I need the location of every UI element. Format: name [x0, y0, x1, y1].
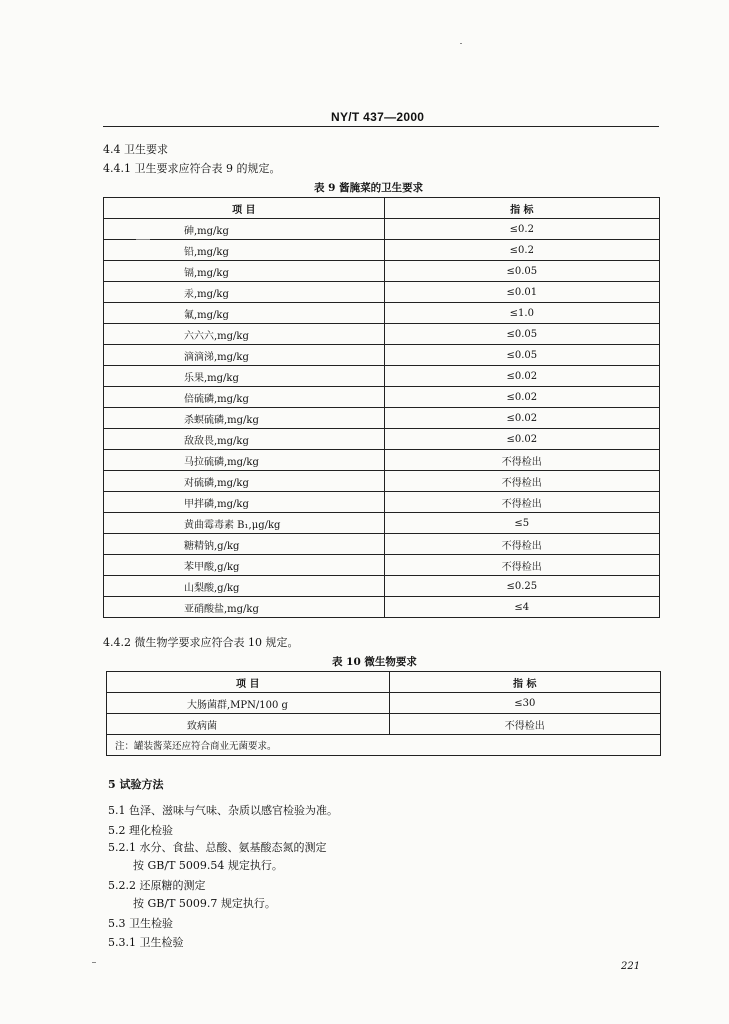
table9-item-cell — [104, 555, 385, 576]
table9-value-cell: 不得检出 — [384, 471, 659, 492]
table10-item-text: 大肠菌群,MPN/100 g — [187, 699, 288, 711]
table10-item-cell — [107, 714, 390, 735]
table9-item-text: 苯甲酸,g/kg — [184, 561, 240, 573]
table9-value-cell: ≤0.02 — [384, 366, 659, 387]
table9-item-cell — [104, 471, 385, 492]
section-5-line: 5.2.2 还原糖的测定 — [108, 879, 206, 892]
section-5-line: 按 GB/T 5009.54 规定执行。 — [133, 859, 283, 872]
table10-note-row — [107, 735, 661, 756]
table9-value-cell: ≤0.2 — [384, 219, 659, 240]
table9-item-text: 杀螟硫磷,mg/kg — [184, 414, 259, 426]
table9-item-text: 乐果,mg/kg — [184, 372, 239, 384]
table9-row — [104, 429, 660, 450]
table9-item-cell — [104, 387, 385, 408]
table10-value-cell: ≤30 — [389, 693, 660, 714]
table9-item-cell — [104, 219, 385, 240]
table9-item-text: 倍硫磷,mg/kg — [184, 393, 249, 405]
table10-item-text: 致病菌 — [187, 720, 217, 732]
table9-item-text: 敌敌畏,mg/kg — [184, 435, 249, 447]
scan-speck — [460, 43, 462, 44]
section-4-4-1-text: 4.4.1 卫生要求应符合表 9 的规定。 — [103, 162, 281, 175]
header-rule — [103, 126, 659, 127]
table9-item-text: 糖精钠,g/kg — [184, 540, 240, 552]
table9 — [103, 197, 660, 618]
table9-item-text: 氟,mg/kg — [184, 309, 229, 321]
table10 — [106, 671, 661, 756]
table9-row — [104, 219, 660, 240]
table9-value-cell: ≤0.25 — [384, 576, 659, 597]
table9-row — [104, 576, 660, 597]
table9-item-text: 汞,mg/kg — [184, 288, 229, 300]
table9-item-text: 六六六,mg/kg — [184, 330, 249, 342]
table9-header-row — [104, 198, 660, 219]
section-5-line: 5.2 理化检验 — [108, 824, 173, 837]
table10-note: 注：罐装酱菜还应符合商业无菌要求。 — [107, 735, 661, 756]
table9-header-item: 项 目 — [104, 198, 385, 219]
table10-header-row — [107, 672, 661, 693]
table9-value-cell: 不得检出 — [384, 534, 659, 555]
page-number: 221 — [621, 961, 641, 972]
table9-item-text: 山梨酸,g/kg — [184, 582, 240, 594]
table9-item-cell — [104, 282, 385, 303]
table10-header-item: 项 目 — [107, 672, 390, 693]
table9-row — [104, 387, 660, 408]
table9-item-cell — [104, 429, 385, 450]
table9-value-cell: 不得检出 — [384, 450, 659, 471]
table9-row — [104, 408, 660, 429]
section-5-line: 5.1 色泽、滋味与气味、杂质以感官检验为准。 — [108, 804, 338, 817]
table9-value-cell: ≤0.05 — [384, 324, 659, 345]
scan-speck — [136, 239, 150, 240]
table9-item-cell — [104, 450, 385, 471]
table9-row — [104, 534, 660, 555]
table9-value-cell: ≤0.2 — [384, 240, 659, 261]
table9-item-cell — [104, 534, 385, 555]
table9-item-cell — [104, 345, 385, 366]
table9-row — [104, 345, 660, 366]
table10-item-cell — [107, 693, 390, 714]
section-5-line: 5.3 卫生检验 — [108, 917, 173, 930]
table9-row — [104, 240, 660, 261]
table9-item-text: 滴滴涕,mg/kg — [184, 351, 249, 363]
table9-value-cell: 不得检出 — [384, 492, 659, 513]
table9-item-cell — [104, 597, 385, 618]
table9-item-cell — [104, 303, 385, 324]
section-4-4-title: 4.4 卫生要求 — [103, 143, 168, 156]
table9-value-cell: 不得检出 — [384, 555, 659, 576]
table9-item-cell — [104, 324, 385, 345]
table9-row — [104, 597, 660, 618]
table9-item-cell — [104, 240, 385, 261]
section-5-line: 5.2.1 水分、食盐、总酸、氨基酸态氮的测定 — [108, 841, 327, 854]
table9-item-text: 甲拌磷,mg/kg — [184, 498, 249, 510]
table9-value-cell: ≤1.0 — [384, 303, 659, 324]
table9-row — [104, 324, 660, 345]
table9-header-value: 指 标 — [384, 198, 659, 219]
table9-value-cell: ≤5 — [384, 513, 659, 534]
table9-value-cell: ≤0.02 — [384, 387, 659, 408]
table9-item-text: 对硫磷,mg/kg — [184, 477, 249, 489]
section-5-title: 5 试验方法 — [108, 778, 164, 791]
table9-item-text: 黄曲霉毒素 B₁,μg/kg — [184, 519, 281, 531]
section-5-line: 按 GB/T 5009.7 规定执行。 — [133, 897, 276, 910]
table9-value-cell: ≤0.01 — [384, 282, 659, 303]
table9-row — [104, 261, 660, 282]
table10-caption: 表 10 微生物要求 — [332, 656, 417, 668]
table9-item-text: 镉,mg/kg — [184, 267, 229, 279]
table9-row — [104, 366, 660, 387]
table9-value-cell: ≤0.02 — [384, 408, 659, 429]
table9-item-cell — [104, 261, 385, 282]
table9-item-cell — [104, 513, 385, 534]
table9-value-cell: ≤0.02 — [384, 429, 659, 450]
standard-number: NY/T 437—2000 — [331, 110, 425, 124]
table9-value-cell: ≤4 — [384, 597, 659, 618]
table9-row — [104, 513, 660, 534]
table10-header-value: 指 标 — [389, 672, 660, 693]
scan-speck — [92, 962, 96, 963]
table9-item-text: 铅,mg/kg — [184, 246, 229, 258]
table9-item-cell — [104, 576, 385, 597]
section-5-line: 5.3.1 卫生检验 — [108, 936, 184, 949]
table9-row — [104, 555, 660, 576]
table9-item-text: 砷,mg/kg — [184, 225, 229, 237]
table9-item-cell — [104, 492, 385, 513]
table9-value-cell: ≤0.05 — [384, 345, 659, 366]
table10-row — [107, 714, 661, 735]
table9-row — [104, 303, 660, 324]
table9-item-text: 亚硝酸盐,mg/kg — [184, 603, 259, 615]
table10-row — [107, 693, 661, 714]
table9-item-cell — [104, 366, 385, 387]
table9-row — [104, 282, 660, 303]
table9-caption: 表 9 酱腌菜的卫生要求 — [314, 182, 424, 194]
table9-row — [104, 450, 660, 471]
section-4-4-2-text: 4.4.2 微生物学要求应符合表 10 规定。 — [103, 636, 299, 649]
table9-item-text: 马拉硫磷,mg/kg — [184, 456, 259, 468]
table9-row — [104, 492, 660, 513]
table9-value-cell: ≤0.05 — [384, 261, 659, 282]
table9-item-cell — [104, 408, 385, 429]
table9-row — [104, 471, 660, 492]
table10-value-cell: 不得检出 — [389, 714, 660, 735]
